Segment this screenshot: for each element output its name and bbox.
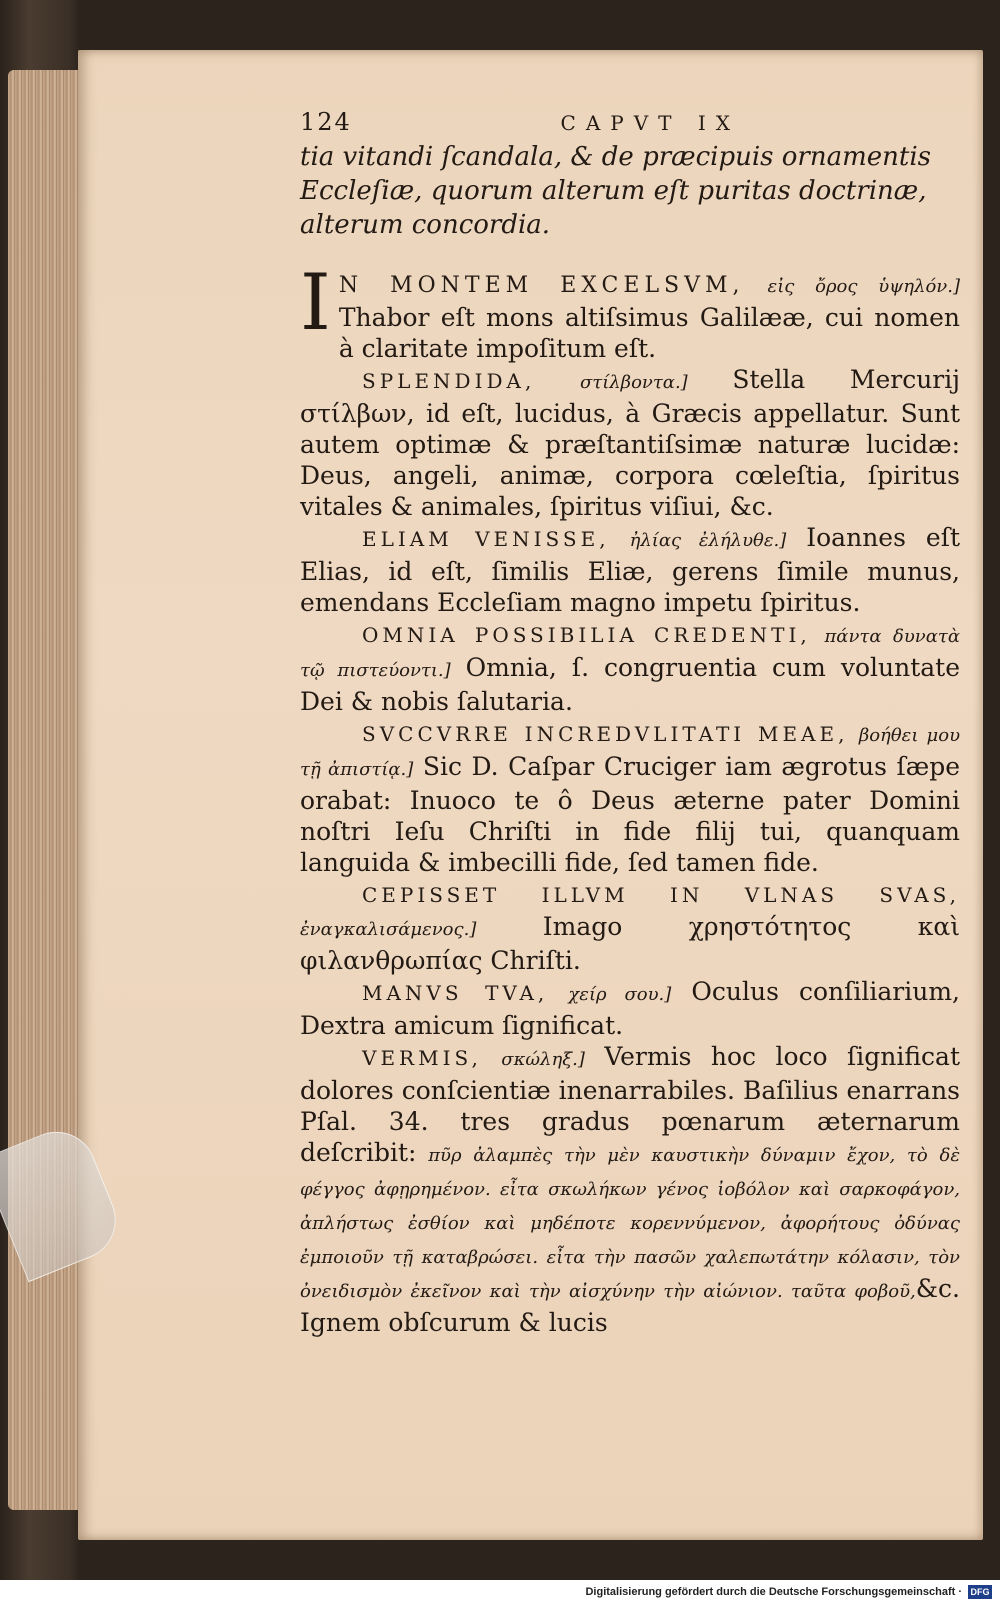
- commentary: Thabor eſt mons altiſsimus Galilææ, cui nomen à claritate impoſitum eſt.: [338, 303, 960, 363]
- digitization-footer: [0, 1580, 1000, 1610]
- lemma: N MONTEM EXCELSVM,: [338, 273, 745, 298]
- intro-text: tia vitandi ſcandala, & de præcipuis ornamentis Eccleſiæ, quorum alterum eſt puritas doctrinæ, alterum concordia.: [300, 142, 931, 240]
- page-number: 124: [300, 108, 352, 136]
- greek-lemma: πάντα δυνατὰ τῷ πιστεύοντι.]: [300, 626, 960, 681]
- page-text: [300, 108, 960, 1338]
- greek-quotation: πῦρ ἀλαμπὲς τὴν μὲν καυστικὴν δύναμιν ἔχον, τὸ δὲ φέγγος ἀφῃρημένον. εἶτα σκωλήκων γένος ἰοβόλον καὶ σαρκοφάγον, ἀπλήστως ἐσθίον καὶ μηδέποτε κορεννύμενον, ἀφορήτους ὀδύνας ἐμποιοῦν τῇ καταβρώσει. εἶτα τὴν πασῶν χαλεπωτάτην κόλασιν, τὸν ὀνειδισμὸν ἐκεῖνον καὶ τὴν αἰσχύνην τὴν αἰώνιον. ταῦτα φοβοῦ,: [300, 1145, 960, 1302]
- greek-lemma: ἠλίας ἐλήλυθε.]: [629, 530, 787, 551]
- entry-1: [300, 258, 960, 364]
- lemma: MANVS TVA,: [362, 981, 549, 1005]
- commentary: Oculus conſiliarium, Dextra amicum ſignificat.: [300, 977, 960, 1040]
- entry-2: [300, 364, 960, 522]
- lemma: CEPISSET ILLVM IN VLNAS SVAS,: [362, 883, 960, 907]
- drop-capital: I: [300, 258, 331, 348]
- greek-lemma: στίλβοντα.]: [579, 372, 688, 393]
- commentary: Vermis hoc loco ſignificat dolores conſcientiæ inenarrabiles. Baſilius enarrans Pſal. 34. tres gradus pœnarum æternarum deſcribit:: [300, 1042, 960, 1167]
- entry-5: [300, 717, 960, 878]
- entry-6: [300, 878, 960, 976]
- dfg-logo-icon: DFG: [968, 1585, 992, 1599]
- commentary: Ioannes eſt Elias, id eſt, ſimilis Eliæ, gerens ſimile munus, emendans Eccleſiam magno impetu ſpiritus.: [300, 523, 960, 617]
- greek-lemma: εἰς ὄρος ὑψηλόν.]: [767, 276, 960, 297]
- lemma: SVCCVRRE INCREDVLITATI MEAE,: [362, 722, 849, 746]
- lemma: OMNIA POSSIBILIA CREDENTI,: [362, 623, 811, 647]
- commentary-tail: &c. Ignem obſcurum & lucis: [300, 1274, 960, 1337]
- lemma: VERMIS,: [362, 1046, 482, 1070]
- book-page-edges: [8, 70, 83, 1510]
- commentary: Sic D. Caſpar Cruciger iam ægrotus ſæpe orabat: Inuoco te ô Deus æterne pater Domini noſtri Ieſu Chriſti in fide filij tui, quanquam languida & imbecilli fide, ſed tamen fide.: [300, 752, 961, 877]
- commentary: Imago χρηστότητος καὶ φιλανθρωπίας Chriſti.: [300, 912, 960, 975]
- greek-lemma: ἐναγκαλισάμενος.]: [300, 919, 477, 940]
- commentary: Stella Mercurij στίλβων, id eſt, lucidus, à Græcis appellatur. Sunt autem optimæ & præſtantiſsimæ naturæ lucidæ: Deus, angeli, animæ, corpora cœleſtia, ſpiritus vitales & animales, ſpiritus viſiui, &c.: [300, 365, 960, 521]
- entry-4: [300, 618, 960, 717]
- entry-7: [300, 976, 960, 1041]
- running-head: CAPVT IX: [560, 111, 740, 135]
- greek-lemma: σκώληξ.]: [501, 1049, 585, 1070]
- funding-credit: Digitalisierung gefördert durch die Deutsche Forschungsgemeinschaft ·: [585, 1586, 962, 1598]
- commentary: Omnia, ſ. congruentia cum voluntate Dei & nobis ſalutaria.: [300, 653, 961, 716]
- greek-lemma: χείρ σου.]: [568, 984, 672, 1005]
- page-header: [300, 108, 960, 136]
- entry-3: [300, 522, 960, 618]
- lemma: SPLENDIDA,: [362, 369, 536, 393]
- lemma: ELIAM VENISSE,: [362, 527, 610, 551]
- greek-lemma: βοήθει μου τῇ ἀπιστίᾳ.]: [300, 725, 961, 780]
- entry-8: [300, 1041, 960, 1338]
